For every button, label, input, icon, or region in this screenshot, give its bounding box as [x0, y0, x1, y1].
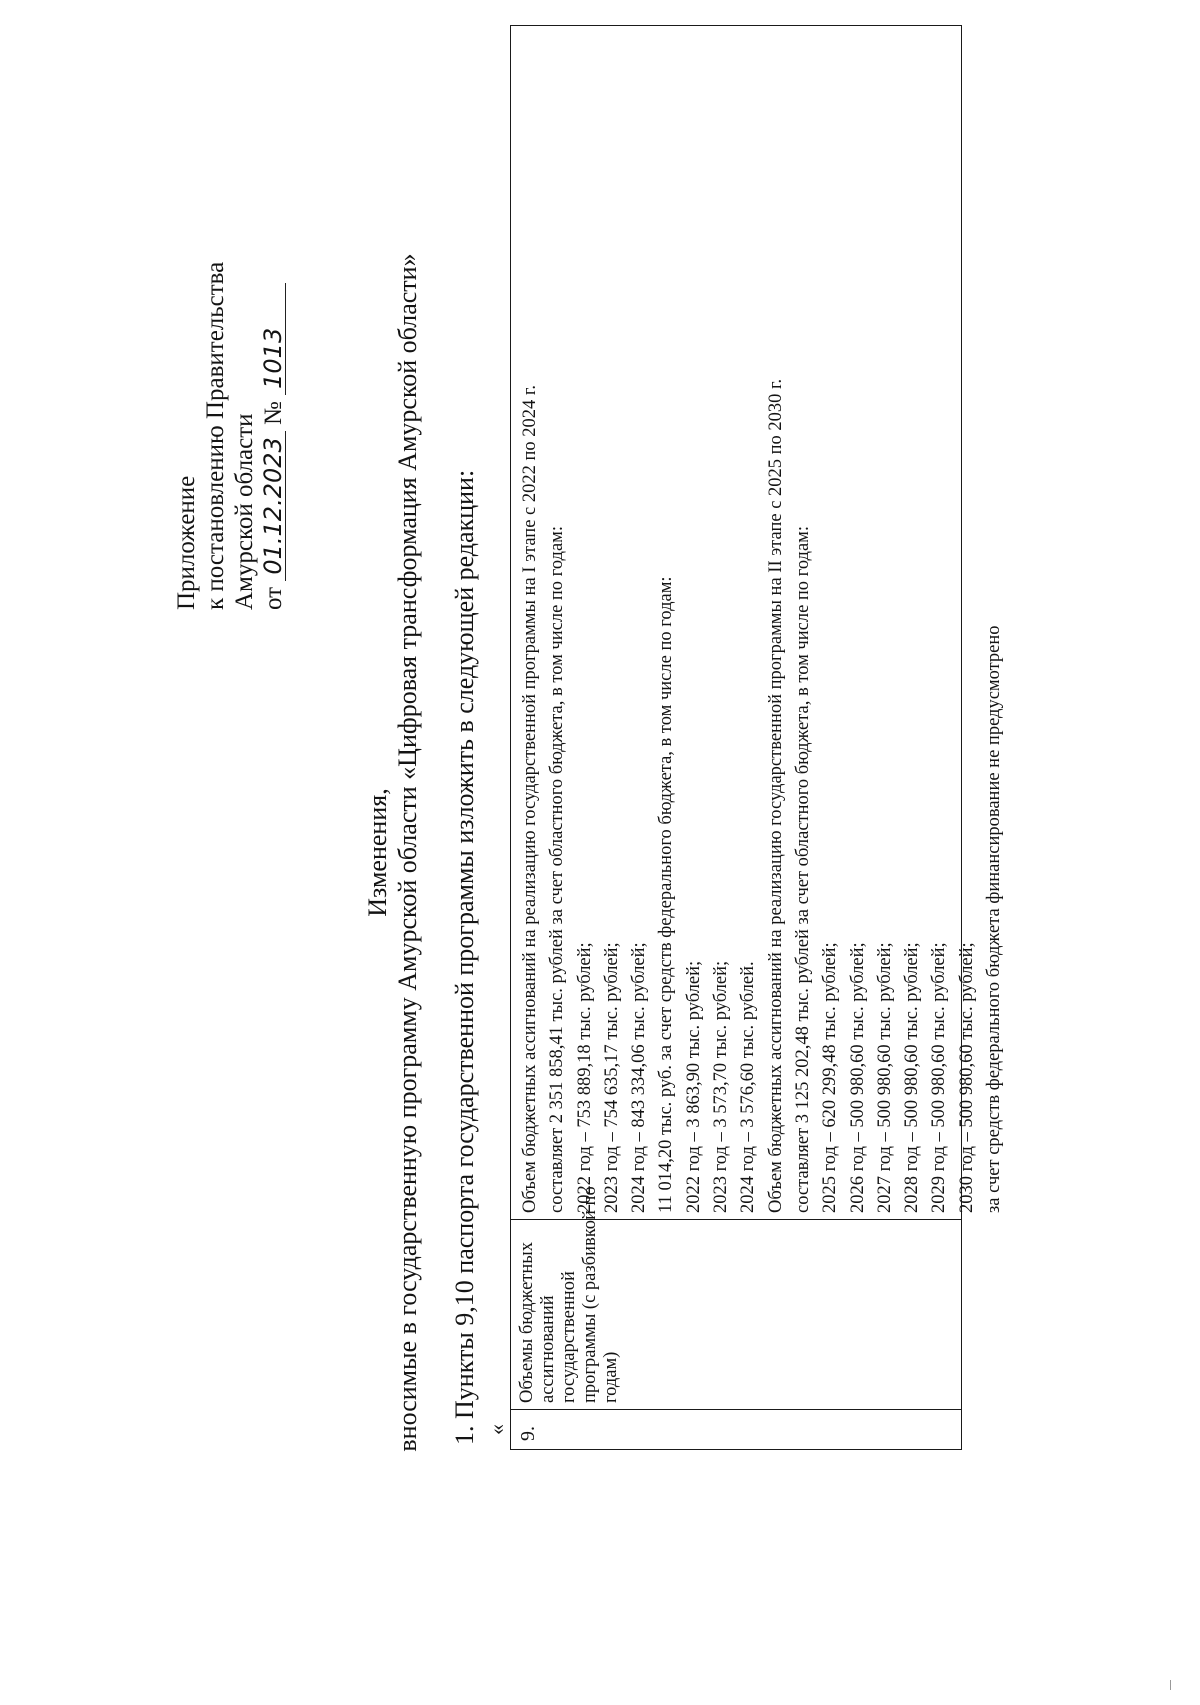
handwritten-number: 1013	[261, 283, 286, 395]
item-name-line: ассигнований	[538, 1295, 558, 1403]
content-line: 2022 год – 753 889,18 тыс. рублей;	[574, 942, 595, 1213]
content-line: 2030 год – 500 980,60 тыс. рублей;	[956, 942, 977, 1213]
content-line: 2023 год – 3 573,70 тыс. рублей;	[711, 960, 732, 1213]
item-name-cell	[511, 1186, 961, 1409]
scan-edge-mark	[1170, 1680, 1171, 1690]
content-line: за счет средств федерального бюджета финансирование не предусмотрено	[984, 625, 1005, 1213]
handwritten-date: 01.12.2023	[261, 431, 286, 580]
item-name-line: годам)	[601, 1351, 621, 1403]
row-number-cell	[511, 1409, 961, 1449]
content-line: 2025 год – 620 299,48 тыс. рублей;	[820, 942, 841, 1213]
document-title: Изменения,	[363, 788, 392, 917]
content-line: 2026 год – 500 980,60 тыс. рублей;	[847, 942, 868, 1213]
opening-quote-mark: «	[484, 1424, 509, 1435]
approval-date-number-line	[259, 90, 288, 610]
approval-region-line: Амурской области	[231, 413, 258, 610]
approval-number-label: №	[260, 401, 287, 425]
content-line: составляет 3 125 202,48 тыс. рублей за счет областного бюджета, в том числе по годам:	[792, 525, 813, 1213]
passport-table	[510, 25, 1005, 1450]
row-number: 9.	[517, 1426, 539, 1441]
approval-block	[172, 90, 288, 610]
content-line: 2024 год – 843 334,06 тыс. рублей;	[629, 942, 650, 1213]
content-line: Объем бюджетных ассигнований на реализацию государственной программы на II этапе с 2025 по 2030 г.	[765, 378, 786, 1213]
amendment-paragraph: 1. Пункты 9,10 паспорта государственной программы изложить в следующей редакции:	[450, 469, 479, 1445]
approval-heading: Приложение	[173, 475, 200, 610]
content-line: Объем бюджетных ассигнований на реализацию государственной программы на I этапе с 2022 по 2024 г.	[520, 384, 540, 1213]
item-name-line: государственной	[559, 1271, 579, 1403]
item-content-cell	[511, 26, 1005, 1219]
content-line: 2027 год – 500 980,60 тыс. рублей;	[874, 942, 895, 1213]
content-line: составляет 2 351 858,41 тыс. рублей за счет областного бюджета, в том числе по годам:	[547, 525, 568, 1213]
content-line: 2023 год – 754 635,17 тыс. рублей;	[601, 942, 622, 1213]
approval-resolution-line: к постановлению Правительства	[202, 261, 229, 610]
content-line: 11 014,20 тыс. руб. за счет средств федерального бюджета, в том числе по годам:	[656, 576, 677, 1213]
content-line: 2022 год – 3 863,90 тыс. рублей;	[683, 960, 704, 1213]
approval-from-label: от	[260, 586, 287, 610]
item-name-line: программы (с разбивкой по	[580, 1186, 600, 1403]
content-line: 2024 год – 3 576,60 тыс. рублей.	[738, 961, 759, 1213]
content-line: 2029 год – 500 980,60 тыс. рублей;	[929, 942, 950, 1213]
item-name-line: Объемы бюджетных	[517, 1242, 537, 1403]
document-subtitle: вносимые в государственную программу Амурской области «Цифровая трансформация Амурской области»	[393, 253, 422, 1452]
content-line: 2028 год – 500 980,60 тыс. рублей;	[902, 942, 923, 1213]
